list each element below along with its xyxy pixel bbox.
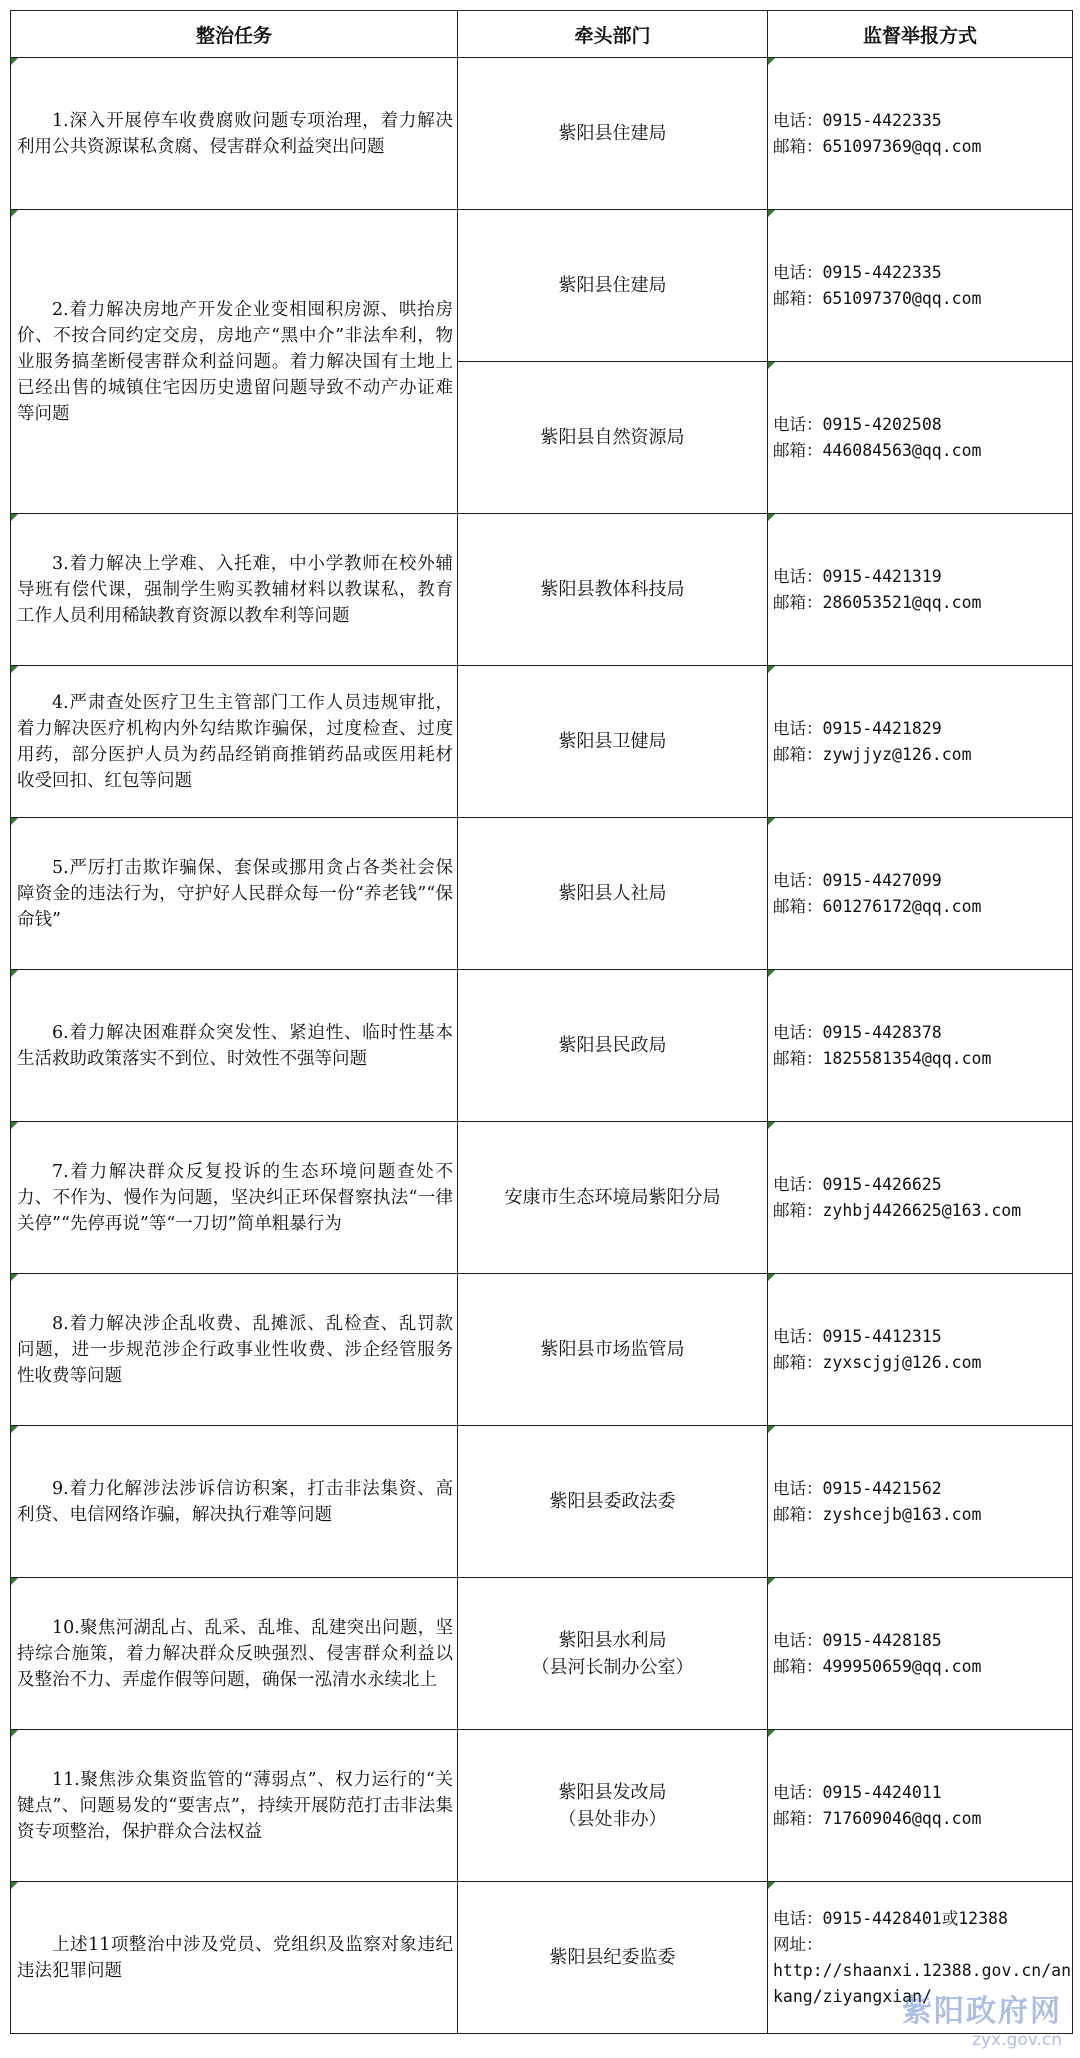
task-cell [11,818,458,970]
contact-cell [768,1122,1073,1274]
dept-cell: 紫阳县纪委监委 [458,1882,768,2034]
cell-corner-mark [11,1274,18,1281]
table-body [11,58,1073,2034]
contact-phone: 电话：0915-4421829 [773,718,942,738]
task-cell [11,1274,458,1426]
contact-phone: 电话：0915-4428401或12388 [773,1908,1008,1928]
task-text: 11.聚焦涉众集资监管的“薄弱点”、权力运行的“关键点”、问题易发的“要害点”，持续开展防范打击非法集资专项整治，保护群众合法权益 [17,1769,453,1842]
dept-cell: 紫阳县市场监管局 [458,1274,768,1426]
contact-cell [768,58,1073,210]
dept-cell: 紫阳县卫健局 [458,666,768,818]
contact-email: 邮箱：651097369@qq.com [773,136,982,156]
dept-cell: 紫阳县自然资源局 [458,362,768,514]
contact-email: 邮箱：446084563@qq.com [773,440,982,460]
cell-corner-mark [768,1578,775,1585]
cell-corner-mark [768,666,775,673]
task-text: 6.着力解决困难群众突发性、紧迫性、临时性基本生活救助政策落实不到位、时效性不强等问题 [17,1022,453,1069]
contact-phone: 电话：0915-4428185 [773,1630,942,1650]
dept-cell: 安康市生态环境局紫阳分局 [458,1122,768,1274]
contact-email: 邮箱：1825581354@qq.com [773,1048,992,1068]
task-text: 3.着力解决上学难、入托难，中小学教师在校外辅导班有偿代课，强制学生购买教辅材料以教谋私，教育工作人员利用稀缺教育资源以教牟利等问题 [17,553,453,626]
contact-phone: 电话：0915-4422335 [773,110,942,130]
task-text: 上述11项整治中涉及党员、党组织及监察对象违纪违法犯罪问题 [17,1934,453,1981]
cell-corner-mark [11,1426,18,1433]
table-row [11,970,1073,1122]
cell-corner-mark [768,1882,775,1889]
contact-email: 邮箱：651097370@qq.com [773,288,982,308]
contact-phone: 电话：0915-4424011 [773,1782,942,1802]
cell-corner-mark [11,1882,18,1889]
cell-corner-mark [11,514,18,521]
watermark-title: 紫阳政府网 [902,1994,1062,2029]
cell-corner-mark [768,1122,775,1129]
task-cell [11,1730,458,1882]
table-row [11,666,1073,818]
task-text: 4.严肃查处医疗卫生主管部门工作人员违规审批，着力解决医疗机构内外勾结欺诈骗保，过度检查、过度用药，部分医护人员为药品经销商推销药品或医用耗材收受回扣、红包等问题 [17,692,453,791]
task-cell [11,58,458,210]
contact-cell [768,818,1073,970]
task-cell [11,970,458,1122]
contact-phone: 电话：0915-4428378 [773,1022,942,1042]
dept-cell: 紫阳县住建局 [458,58,768,210]
contact-email: 邮箱：601276172@qq.com [773,896,982,916]
task-cell [11,210,458,514]
cell-corner-mark [11,1578,18,1585]
cell-corner-mark [11,1122,18,1129]
contact-phone: 电话：0915-4426625 [773,1174,942,1194]
table-row [11,58,1073,210]
cell-corner-mark [11,818,18,825]
cell-corner-mark [768,818,775,825]
cell-corner-mark [768,1426,775,1433]
table-row [11,514,1073,666]
contact-phone: 电话：0915-4421319 [773,566,942,586]
contact-email: 邮箱：zyhbj4426625@163.com [773,1200,1022,1220]
task-cell [11,1882,458,2034]
table-row [11,1274,1073,1426]
contact-phone: 电话：0915-4412315 [773,1326,942,1346]
contact-email: 邮箱：717609046@qq.com [773,1808,982,1828]
table-row [11,1426,1073,1578]
contact-cell [768,1730,1073,1882]
header-contact: 监督举报方式 [768,11,1073,58]
contact-cell [768,514,1073,666]
cell-corner-mark [768,210,775,217]
cell-corner-mark [768,514,775,521]
dept-cell: 紫阳县教体科技局 [458,514,768,666]
cell-corner-mark [768,970,775,977]
table-row [11,1578,1073,1730]
cell-corner-mark [11,58,18,65]
contact-cell [768,970,1073,1122]
task-cell [11,1578,458,1730]
contact-cell [768,362,1073,514]
task-text: 8.着力解决涉企乱收费、乱摊派、乱检查、乱罚款问题，进一步规范涉企行政事业性收费、涉企经管服务性收费等问题 [17,1313,453,1386]
contact-website-link[interactable]: http://shaanxi.12388.gov.cn/ankang/ziyangxian/ [773,1960,1072,2006]
contact-email: 邮箱：zywjjyz@126.com [773,744,972,764]
supervision-table [10,10,1073,2034]
contact-cell [768,1882,1073,2034]
header-task: 整治任务 [11,11,458,58]
dept-cell: 紫阳县民政局 [458,970,768,1122]
dept-cell: 紫阳县发改局 （县处非办） [458,1730,768,1882]
cell-corner-mark [768,1274,775,1281]
dept-cell: 紫阳县人社局 [458,818,768,970]
task-text: 1.深入开展停车收费腐败问题专项治理，着力解决利用公共资源谋私贪腐、侵害群众利益突出问题 [17,110,453,157]
cell-corner-mark [768,58,775,65]
table-row [11,818,1073,970]
contact-cell [768,666,1073,818]
contact-email: 邮箱：zyshcejb@163.com [773,1504,982,1524]
header-dept: 牵头部门 [458,11,768,58]
task-text: 5.严厉打击欺诈骗保、套保或挪用贪占各类社会保障资金的违法行为，守护好人民群众每一份“养老钱”“保命钱” [17,857,453,930]
table-row [11,210,1073,362]
dept-cell: 紫阳县水利局 （县河长制办公室） [458,1578,768,1730]
table-row [11,1122,1073,1274]
contact-cell [768,1426,1073,1578]
cell-corner-mark [11,666,18,673]
cell-corner-mark [768,362,775,369]
contact-email: 邮箱：499950659@qq.com [773,1656,982,1676]
task-text: 9.着力化解涉法涉诉信访积案，打击非法集资、高利贷、电信网络诈骗，解决执行难等问题 [17,1478,453,1525]
task-cell [11,514,458,666]
contact-cell [768,210,1073,362]
watermark-domain: zyx.gov.cn [972,2030,1062,2050]
contact-phone: 电话：0915-4427099 [773,870,942,890]
header-row [11,11,1073,58]
cell-corner-mark [768,1730,775,1737]
dept-cell: 紫阳县委政法委 [458,1426,768,1578]
task-cell [11,666,458,818]
contact-cell [768,1578,1073,1730]
task-text: 2.着力解决房地产开发企业变相囤积房源、哄抬房价、不按合同约定交房，房地产“黑中介”非法牟利，物业服务搞垄断侵害群众利益问题。着力解决国有土地上已经出售的城镇住宅因历史遗留问题导致不动产办证难等问题 [17,299,453,424]
table-row [11,1882,1073,2034]
contact-email: 邮箱：zyxscjgj@126.com [773,1352,982,1372]
table-row [11,1730,1073,1882]
cell-corner-mark [11,210,18,217]
contact-phone: 电话：0915-4421562 [773,1478,942,1498]
contact-email: 邮箱：286053521@qq.com [773,592,982,612]
contact-phone: 电话：0915-4422335 [773,262,942,282]
contact-cell [768,1274,1073,1426]
contact-website-label: 网址： [773,1934,823,1954]
contact-phone: 电话：0915-4202508 [773,414,942,434]
task-cell [11,1122,458,1274]
task-text: 7.着力解决群众反复投诉的生态环境问题查处不力、不作为、慢作为问题，坚决纠正环保督察执法“一律关停”“先停再说”等“一刀切”简单粗暴行为 [17,1161,453,1234]
task-text: 10.聚焦河湖乱占、乱采、乱堆、乱建突出问题，坚持综合施策，着力解决群众反映强烈、侵害群众利益以及整治不力、弄虚作假等问题，确保一泓清水永续北上 [17,1617,453,1690]
dept-cell: 紫阳县住建局 [458,210,768,362]
cell-corner-mark [11,1730,18,1737]
cell-corner-mark [11,970,18,977]
task-cell [11,1426,458,1578]
